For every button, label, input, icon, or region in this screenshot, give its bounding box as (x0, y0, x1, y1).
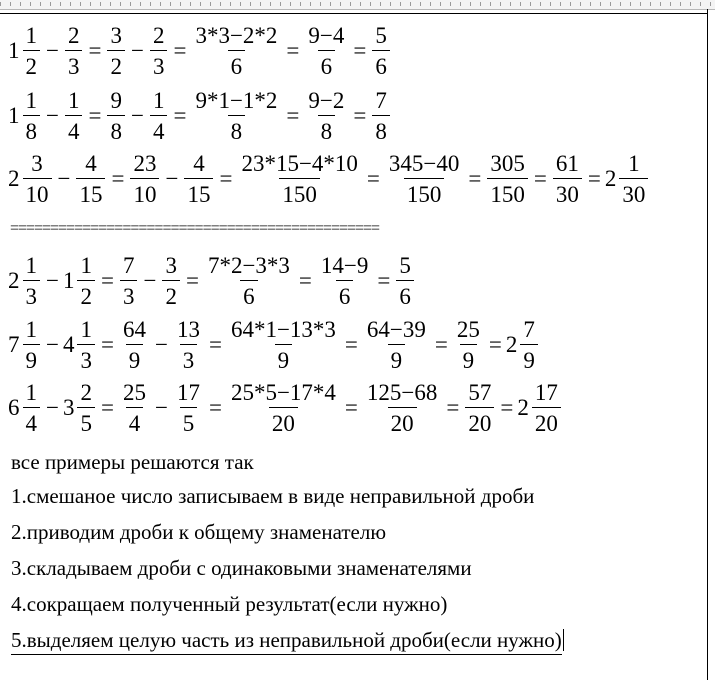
equals-sign: = (88, 103, 102, 128)
fraction (553, 152, 582, 206)
minus-sign: − (46, 103, 59, 128)
equals-sign: = (111, 166, 125, 191)
minus-sign: − (154, 332, 168, 357)
whole-number: 1 (62, 268, 75, 293)
numerator: 9−4 (308, 23, 345, 48)
whole-number: 2 (604, 166, 617, 191)
fraction (372, 24, 390, 78)
numerator: 9−2 (308, 88, 345, 113)
denominator: 9 (126, 344, 144, 372)
numerator: 5 (399, 253, 411, 278)
numerator: 64−39 (366, 317, 426, 342)
numerator: 7*2−3*3 (207, 253, 290, 278)
denominator: 15 (76, 178, 105, 206)
denominator: 4 (23, 407, 41, 435)
fraction (23, 24, 41, 78)
denominator: 6 (336, 280, 354, 308)
denominator: 20 (465, 407, 494, 435)
denominator: 9 (23, 344, 41, 372)
numerator: 1 (25, 380, 37, 405)
denominator: 4 (126, 407, 144, 435)
fraction (65, 24, 83, 78)
fraction (120, 254, 138, 308)
text-step-1: 1.смешаное число записываем в виде неправильной дроби (11, 484, 535, 508)
page-right-margin-line (707, 9, 708, 680)
denominator: 6 (318, 50, 336, 78)
fraction (23, 89, 41, 143)
minus-sign: − (46, 332, 59, 357)
minus-sign: − (154, 395, 168, 420)
denominator: 20 (388, 407, 417, 435)
numerator: 1 (25, 23, 37, 48)
denominator: 6 (396, 280, 414, 308)
denominator: 6 (240, 280, 258, 308)
numerator: 1 (80, 253, 92, 278)
denominator: 3 (150, 50, 168, 78)
denominator: 9 (520, 344, 538, 372)
whole-number: 2 (8, 268, 20, 293)
fraction (77, 381, 95, 435)
equals-sign: = (208, 395, 222, 420)
equals-sign: = (353, 103, 367, 128)
numerator: 7 (375, 88, 387, 113)
minus-sign: − (46, 38, 59, 63)
numerator: 305 (490, 151, 525, 176)
equals-sign: = (286, 103, 300, 128)
numerator: 1 (25, 253, 37, 278)
fraction (150, 24, 168, 78)
denominator: 9 (388, 344, 406, 372)
whole-number: 3 (62, 395, 75, 420)
fraction (120, 318, 149, 372)
numerator: 13 (176, 317, 200, 342)
equation-4 (8, 254, 416, 308)
equation-5 (8, 318, 540, 372)
numerator: 9 (110, 88, 122, 113)
fraction (192, 89, 280, 143)
denominator: 8 (372, 115, 390, 143)
minus-sign: − (46, 268, 59, 293)
numerator: 3 (165, 253, 177, 278)
fraction (454, 318, 483, 372)
equals-sign: = (500, 395, 514, 420)
fraction (130, 152, 159, 206)
denominator: 4 (65, 115, 83, 143)
denominator: 5 (180, 407, 198, 435)
text-step-2: 2.приводим дроби к общему знаменателю (11, 520, 387, 544)
fraction (150, 89, 168, 143)
text-step-5-content: 5.выделяем целую часть из неправильной дроби(если нужно) (11, 628, 562, 655)
denominator: 6 (228, 50, 246, 78)
equals-sign: = (88, 38, 102, 63)
whole-number: 4 (62, 332, 75, 357)
equals-sign: = (353, 38, 367, 63)
whole-number: 1 (8, 103, 20, 128)
whole-number: 7 (8, 332, 20, 357)
equals-sign: = (488, 332, 502, 357)
fraction (318, 254, 371, 308)
equals-sign: = (344, 332, 358, 357)
fraction (520, 318, 538, 372)
fraction (396, 254, 414, 308)
denominator: 9 (460, 344, 478, 372)
equals-sign: = (468, 166, 482, 191)
numerator: 2 (67, 23, 80, 48)
fraction (305, 89, 347, 143)
numerator: 23 (133, 151, 157, 176)
equals-sign: = (185, 268, 199, 293)
denominator: 20 (269, 407, 298, 435)
numerator: 5 (375, 23, 387, 48)
denominator: 3 (77, 344, 95, 372)
numerator: 25 (122, 380, 146, 405)
numerator: 23*15−4*10 (241, 151, 358, 176)
minus-sign: − (57, 166, 71, 191)
fraction (77, 318, 95, 372)
numerator: 4 (193, 151, 205, 176)
fraction (192, 24, 280, 78)
numerator: 25 (456, 317, 480, 342)
fraction (65, 89, 83, 143)
numerator: 3*3−2*2 (195, 23, 278, 48)
numerator: 9*1−1*2 (195, 88, 278, 113)
equals-sign: = (173, 103, 187, 128)
equation-3 (8, 152, 650, 206)
denominator: 3 (23, 280, 41, 308)
equals-sign: = (533, 166, 547, 191)
denominator: 10 (130, 178, 159, 206)
denominator: 8 (23, 115, 41, 143)
fraction (23, 152, 52, 206)
fraction (364, 318, 429, 372)
denominator: 2 (107, 50, 125, 78)
numerator: 3 (110, 23, 122, 48)
numerator: 17 (534, 380, 558, 405)
denominator: 30 (553, 178, 582, 206)
fraction (364, 381, 440, 435)
numerator: 57 (468, 380, 492, 405)
whole-number: 6 (8, 395, 20, 420)
equals-sign: = (446, 395, 460, 420)
numerator: 1 (25, 88, 37, 113)
denominator: 2 (77, 280, 95, 308)
numerator: 2 (80, 380, 92, 405)
numerator: 7 (122, 253, 135, 278)
equals-sign: = (100, 268, 114, 293)
denominator: 8 (228, 115, 246, 143)
fraction (23, 381, 41, 435)
numerator: 17 (176, 380, 200, 405)
equation-1 (8, 24, 392, 78)
denominator: 2 (162, 280, 180, 308)
denominator: 10 (23, 178, 52, 206)
fraction (76, 152, 105, 206)
denominator: 150 (404, 178, 445, 206)
fraction (228, 318, 339, 372)
denominator: 15 (184, 178, 213, 206)
minus-sign: − (143, 268, 157, 293)
equals-sign: = (286, 38, 300, 63)
numerator: 4 (85, 151, 97, 176)
fraction (23, 318, 41, 372)
whole-number: 2 (8, 166, 20, 191)
denominator: 5 (77, 407, 95, 435)
text-cursor (563, 629, 564, 651)
text-intro: все примеры решаются так (11, 450, 254, 474)
fraction (305, 24, 347, 78)
whole-number: 2 (517, 395, 529, 420)
equation-6 (8, 381, 563, 435)
denominator: 150 (487, 178, 528, 206)
numerator: 64*1−13*3 (230, 317, 336, 342)
numerator: 64 (122, 317, 146, 342)
numerator: 14−9 (320, 253, 369, 278)
numerator: 3 (31, 151, 43, 176)
equals-sign: = (173, 38, 187, 63)
minus-sign: − (165, 166, 179, 191)
numerator: 1 (25, 317, 37, 342)
numerator: 125−68 (366, 380, 438, 405)
fraction (184, 152, 213, 206)
denominator: 30 (619, 178, 648, 206)
numerator: 1 (628, 151, 640, 176)
numerator: 25*5−17*4 (230, 380, 336, 405)
text-step-4: 4.сокращаем полученный результат(если нужно) (11, 592, 448, 616)
denominator: 3 (120, 280, 138, 308)
numerator: 1 (80, 317, 92, 342)
numerator: 1 (67, 88, 80, 113)
denominator: 4 (150, 115, 168, 143)
denominator: 20 (532, 407, 561, 435)
equation-2 (8, 89, 392, 143)
numerator: 345−40 (388, 151, 460, 176)
denominator: 2 (23, 50, 41, 78)
fraction (228, 381, 339, 435)
equals-sign: = (366, 166, 380, 191)
denominator: 8 (318, 115, 336, 143)
fraction (107, 24, 125, 78)
fraction (23, 254, 41, 308)
fraction (162, 254, 180, 308)
equals-sign: = (377, 268, 391, 293)
fraction (107, 89, 125, 143)
text-step-5[interactable] (11, 629, 564, 651)
numerator: 2 (152, 23, 165, 48)
denominator: 9 (275, 344, 293, 372)
text-step-3: 3.складываем дроби с одинаковыми знаменателями (11, 556, 472, 580)
ruler (0, 0, 715, 10)
denominator: 6 (372, 50, 390, 78)
fraction (487, 152, 528, 206)
page-top-border (0, 13, 708, 14)
fraction (465, 381, 494, 435)
numerator: 1 (152, 88, 165, 113)
separator-line: ============================================== (10, 220, 380, 237)
fraction (238, 152, 360, 206)
equals-sign: = (100, 395, 114, 420)
equals-sign: = (208, 332, 222, 357)
fraction (77, 254, 95, 308)
fraction (174, 318, 203, 372)
minus-sign: − (130, 103, 144, 128)
numerator: 7 (523, 317, 535, 342)
fraction (120, 381, 149, 435)
equals-sign: = (344, 395, 358, 420)
denominator: 150 (279, 178, 320, 206)
equals-sign: = (219, 166, 233, 191)
minus-sign: − (46, 395, 59, 420)
fraction (174, 381, 203, 435)
fraction (372, 89, 390, 143)
fraction (532, 381, 561, 435)
fraction (205, 254, 293, 308)
fraction (386, 152, 462, 206)
equals-sign: = (434, 332, 448, 357)
fraction (619, 152, 648, 206)
equals-sign: = (298, 268, 312, 293)
whole-number: 2 (505, 332, 518, 357)
denominator: 8 (107, 115, 125, 143)
equals-sign: = (100, 332, 114, 357)
numerator: 61 (555, 151, 579, 176)
denominator: 3 (65, 50, 83, 78)
whole-number: 1 (8, 38, 20, 63)
denominator: 3 (180, 344, 198, 372)
equals-sign: = (587, 166, 601, 191)
minus-sign: − (130, 38, 144, 63)
